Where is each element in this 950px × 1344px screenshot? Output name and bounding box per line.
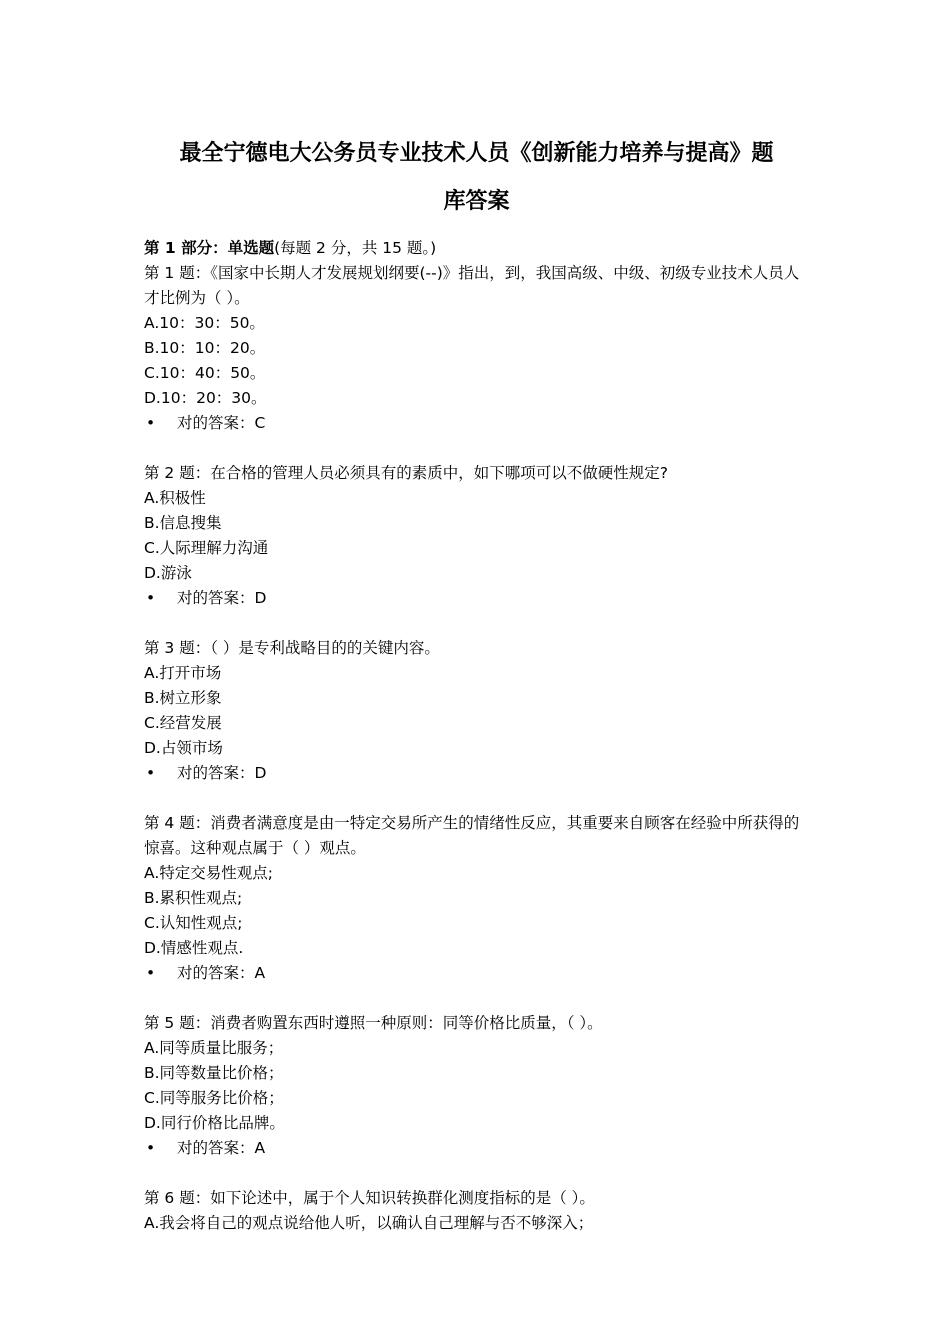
question-option: C.10：40：50。 [144,364,266,382]
answer-text: 对的答案：D [177,589,267,607]
question-stem: 第 1 题：《国家中长期人才发展规划纲要(--)》指出，到，我国高级、中级、初级专业技术人员人才比例为（ ）。 [144,264,800,307]
question-option: D.同行价格比品牌。 [144,1114,285,1132]
bullet-icon: • [146,589,156,607]
title-line-1: 最全宁德电大公务员专业技术人员《创新能力培养与提高》题 [179,141,774,166]
bullet-icon: • [146,1139,156,1157]
section-header-bold: 第 1 部分：单选题 [144,239,275,257]
question-option: D.游泳 [144,564,192,582]
question-block [144,811,809,986]
section-header [144,236,809,261]
question-option: B.树立形象 [144,689,222,707]
document-page [144,130,809,1261]
question-stem: 第 6 题：如下论述中，属于个人知识转换群化测度指标的是（ ）。 [144,1189,595,1207]
question-option: D.占领市场 [144,739,223,757]
bullet-icon: • [146,414,156,432]
title-line-2: 库答案 [443,189,510,214]
question-option: A.打开市场 [144,664,222,682]
answer-text: 对的答案：A [177,1139,266,1157]
answer-text: 对的答案：D [177,764,267,782]
question-option: B.累积性观点; [144,889,243,907]
question-stem: 第 5 题：消费者购置东西时遵照一种原则：同等价格比质量，（ ）。 [144,1014,603,1032]
question-block [144,461,809,611]
question-option: B.同等数量比价格； [144,1064,284,1082]
question-option: C.经营发展 [144,714,222,732]
question-block [144,1186,809,1236]
question-block [144,261,809,436]
question-option: B.信息搜集 [144,514,222,532]
question-option: A.10：30：50。 [144,314,265,332]
bullet-icon: • [146,764,156,782]
section-header-note: (每题 2 分，共 15 题。) [274,239,437,257]
question-option: A.特定交易性观点; [144,864,273,882]
question-option: C.认知性观点; [144,914,243,932]
question-block [144,636,809,786]
question-stem: 第 4 题：消费者满意度是由一特定交易所产生的情绪性反应，其重要来自顾客在经验中所获得的惊喜。这种观点属于（ ）观点。 [144,814,800,857]
question-option: A.同等质量比服务； [144,1039,284,1057]
question-option: D.10：20：30。 [144,389,267,407]
question-option: C.同等服务比价格； [144,1089,284,1107]
document-title [144,130,809,226]
question-option: A.积极性 [144,489,206,507]
answer-text: 对的答案：A [177,964,266,982]
bullet-icon: • [146,964,156,982]
answer-line [144,961,809,986]
answer-line [144,761,809,786]
question-stem: 第 2 题：在合格的管理人员必须具有的素质中，如下哪项可以不做硬性规定? [144,464,668,482]
question-option: D.情感性观点. [144,939,244,957]
question-block [144,1011,809,1161]
question-option: C.人际理解力沟通 [144,539,269,557]
question-option: B.10：10：20。 [144,339,266,357]
question-list [144,261,809,1236]
answer-line [144,586,809,611]
answer-text: 对的答案：C [177,414,266,432]
question-option: A.我会将自己的观点说给他人听，以确认自己理解与否不够深入； [144,1214,594,1232]
question-stem: 第 3 题：（ ）是专利战略目的的关键内容。 [144,639,440,657]
answer-line [144,1136,809,1161]
answer-line [144,411,809,436]
